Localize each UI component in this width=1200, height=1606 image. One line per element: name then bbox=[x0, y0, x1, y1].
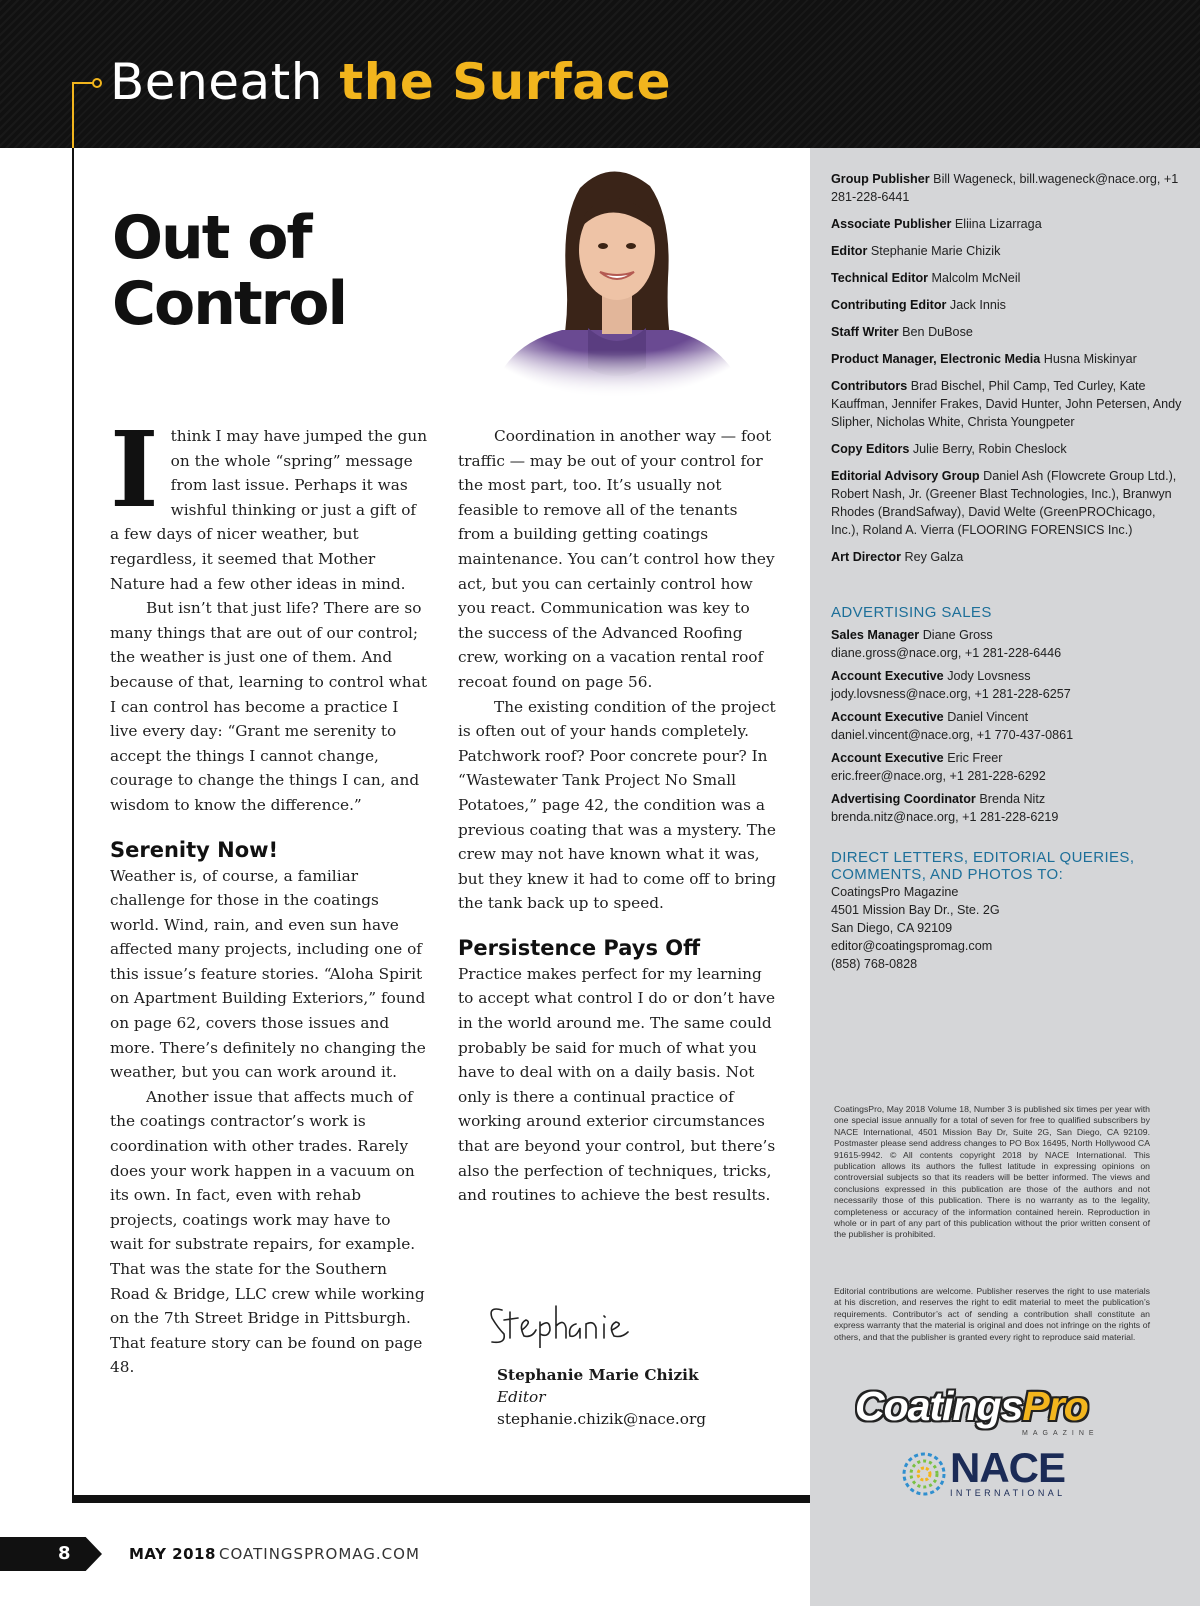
staff-entry: Group Publisher Bill Wageneck, bill.wageneck@nace.org, +1 281-228-6441 bbox=[831, 172, 1179, 204]
paragraph-4: Another issue that affects much of the coatings contractor’s work is coordination with other trades. Rarely does your work happen in a vacuum on its own. In fact, even with rehab projects, coatings work may have to wait for substrate repairs, for example. That was the state for the Southern Road & Bridge, LLC crew while working on the 7th Street Bridge in Pittsburgh. That feature story can be found on page 48. bbox=[110, 1087, 425, 1377]
paragraph-1 bbox=[110, 408, 428, 596]
subhead-serenity: Serenity Now! bbox=[110, 837, 279, 862]
letters-line: CoatingsPro Magazine bbox=[831, 885, 959, 899]
letters-to-editor bbox=[831, 849, 1183, 973]
staff-entry: Art Director Rey Galza bbox=[831, 550, 964, 564]
masthead-staff-list bbox=[831, 170, 1183, 575]
headline-line-2: Control bbox=[112, 269, 347, 339]
author-signoff bbox=[497, 1364, 706, 1430]
ad-contact: Advertising Coordinator Brenda Nitz brenda.nitz@nace.org, +1 281-228-6219 bbox=[831, 792, 1059, 824]
article-frame-bottom bbox=[72, 1495, 810, 1503]
letters-line: (858) 768-0828 bbox=[831, 957, 918, 971]
page-number: 8 bbox=[58, 1543, 71, 1564]
staff-entry: Technical Editor Malcolm McNeil bbox=[831, 271, 1021, 285]
staff-entry: Contributing Editor Jack Innis bbox=[831, 298, 1006, 312]
publication-fineprint: CoatingsPro, May 2018 Volume 18, Number 3 is published six times per year with one special issue annually for a total of seven for free to qualified subscribers by NACE International, 4501 Mission Bay Dr, Suite 2G, San Diego, CA 92109. Postmaster please send address changes to PO Box 16495, North Hollywood CA 91615-9942. © All contents copyright 2018 by NACE International. This publication allows its authors the fullest latitude in expressing opinions on controversial subjects so that its readers will be better informed. The views and conclusions expressed in this publication are those of the authors and not necessarily those of this publication. There is no warranty as to the legality, completeness or accuracy of the information contained herein. Reproduction in whole or in part of any part of this publication without the prior written consent of the publisher is prohibited. bbox=[834, 1104, 1150, 1240]
nace-globe-icon bbox=[896, 1446, 952, 1502]
ad-contact: Account Executive Eric Freer eric.freer@nace.org, +1 281-228-6292 bbox=[831, 751, 1046, 783]
staff-entry: Contributors Brad Bischel, Phil Camp, Ted Curley, Kate Kauffman, Jennifer Frakes, David Hunter, John Petersen, Andy Slipher, Nicholas White, Christa Youngpeter bbox=[831, 379, 1182, 429]
letters-line: San Diego, CA 92109 bbox=[831, 921, 953, 935]
footer-issue-date: MAY 2018 bbox=[129, 1545, 216, 1563]
header-bracket-dot bbox=[92, 78, 102, 88]
section-title-plain: Beneath bbox=[110, 53, 323, 111]
coatingspro-logo: CoatingsPro bbox=[855, 1383, 1088, 1429]
header-bracket-line bbox=[72, 82, 74, 148]
coatingspro-logo-sub: MAGAZINE bbox=[1022, 1430, 1099, 1437]
section-title-bold: the Surface bbox=[339, 53, 671, 111]
letters-title: DIRECT LETTERS, EDITORIAL QUERIES, COMMENTS, AND PHOTOS TO: bbox=[831, 849, 1135, 883]
paragraph-7: Practice makes perfect for my learning to accept what control I do or don’t have in the world around me. The same could probably be said for much of what you have to deal with on a daily basis. Not only is there a continual practice of working around exterior circumstances that are beyond your control, but there’s also the perfection of techniques, tricks, and routines to achieve the best results. bbox=[458, 964, 776, 1205]
advertising-sales bbox=[831, 604, 1183, 826]
contribution-fineprint: Editorial contributions are welcome. Publisher reserves the right to use materials at his discretion, and reserves the right to edit material to meet the publication’s requirements. Contributor’s act of sending a contribution shall constitute an express warranty that the material is original and does not infringe on the rights of others, and that the publisher is granted every right to reproduce said material. bbox=[834, 1286, 1150, 1342]
nace-logo-word: NACE bbox=[950, 1444, 1066, 1491]
ad-contact: Account Executive Jody Lovsness jody.lovsness@nace.org, +1 281-228-6257 bbox=[831, 669, 1071, 701]
ad-contact: Account Executive Daniel Vincent daniel.vincent@nace.org, +1 770-437-0861 bbox=[831, 710, 1074, 742]
paragraph-1-text: think I may have jumped the gun on the whole “spring” message from last issue. Perhaps it was wishful thinking or just a gift of a few days of nicer weather, but regardless, it seemed that Mother Nature had a few other ideas in mind. bbox=[110, 427, 428, 593]
handwritten-signature bbox=[484, 1298, 644, 1348]
advertising-sales-title: ADVERTISING SALES bbox=[831, 604, 992, 621]
page-folio-tab bbox=[0, 1537, 102, 1571]
article-column-2 bbox=[458, 424, 778, 1208]
editor-portrait-photo bbox=[462, 158, 772, 398]
footer-website[interactable]: COATINGSPROMAG.COM bbox=[219, 1545, 420, 1563]
staff-entry: Associate Publisher Eliina Lizarraga bbox=[831, 217, 1042, 231]
section-title bbox=[110, 52, 671, 112]
headline-line-1: Out of bbox=[112, 203, 311, 273]
subhead-persistence: Persistence Pays Off bbox=[458, 935, 701, 960]
article-headline bbox=[112, 205, 442, 337]
staff-entry: Editor Stephanie Marie Chizik bbox=[831, 244, 1001, 258]
author-email[interactable]: stephanie.chizik@nace.org bbox=[497, 1410, 707, 1428]
paragraph-2: But isn’t that just life? There are so many things that are out of our control; the weather is just one of them. And because of that, learning to control what I can control has become a practice I live every day: “Grant me serenity to accept the things I cannot change, courage to change the things I can, and wisdom to know the difference.” bbox=[110, 599, 427, 814]
paragraph-3: Weather is, of course, a familiar challenge for those in the coatings world. Wind, rain, and even sun have affected many projects, including one of this issue’s feature stories. “Aloha Spirit on Apartment Building Exteriors,” found on page 62, covers those issues and more. There’s definitely no changing the weather, but you can work around it. bbox=[110, 866, 426, 1082]
paragraph-6: The existing condition of the project is often out of your hands completely. Patchwork roof? Poor concrete pour? In “Wastewater Tank Project No Small Potatoes,” page 42, the condition was a previous coating that was a mystery. The crew may not have known what it was, but they knew it had to come off to bring the tank back up to speed. bbox=[458, 697, 777, 913]
article-column-1 bbox=[110, 408, 428, 1380]
article-frame-left bbox=[72, 148, 74, 1502]
author-title: Editor bbox=[497, 1388, 546, 1406]
author-name: Stephanie Marie Chizik bbox=[497, 1366, 699, 1384]
staff-entry: Copy Editors Julie Berry, Robin Cheslock bbox=[831, 442, 1067, 456]
paragraph-5: Coordination in another way — foot traffic — may be out of your control for the most part, too. It’s usually not feasible to remove all of the tenants from a building getting coatings maintenance. You can’t control how they act, but you can certainly control how you react. Communication was key to the success of the Advanced Roofing crew, working on a vacation rental roof recoat found on page 56. bbox=[458, 427, 775, 691]
staff-entry: Editorial Advisory Group Daniel Ash (Flowcrete Group Ltd.), Robert Nash, Jr. (Greener Blast Technologies, Inc.), Branwyn Rhodes (BrandSafway), David Welte (GreenPROChicago, Inc.), Roland A. Vierra (FLOORING FORENSICS Inc.) bbox=[831, 469, 1177, 537]
staff-entry: Product Manager, Electronic Media Husna Miskinyar bbox=[831, 352, 1137, 366]
letters-line: editor@coatingspromag.com bbox=[831, 939, 993, 953]
letters-line: 4501 Mission Bay Dr., Ste. 2G bbox=[831, 903, 1000, 917]
ad-contact: Sales Manager Diane Gross diane.gross@nace.org, +1 281-228-6446 bbox=[831, 628, 1062, 660]
drop-cap: I bbox=[110, 408, 159, 531]
nace-logo-sub: INTERNATIONAL bbox=[950, 1488, 1066, 1498]
staff-entry: Staff Writer Ben DuBose bbox=[831, 325, 973, 339]
